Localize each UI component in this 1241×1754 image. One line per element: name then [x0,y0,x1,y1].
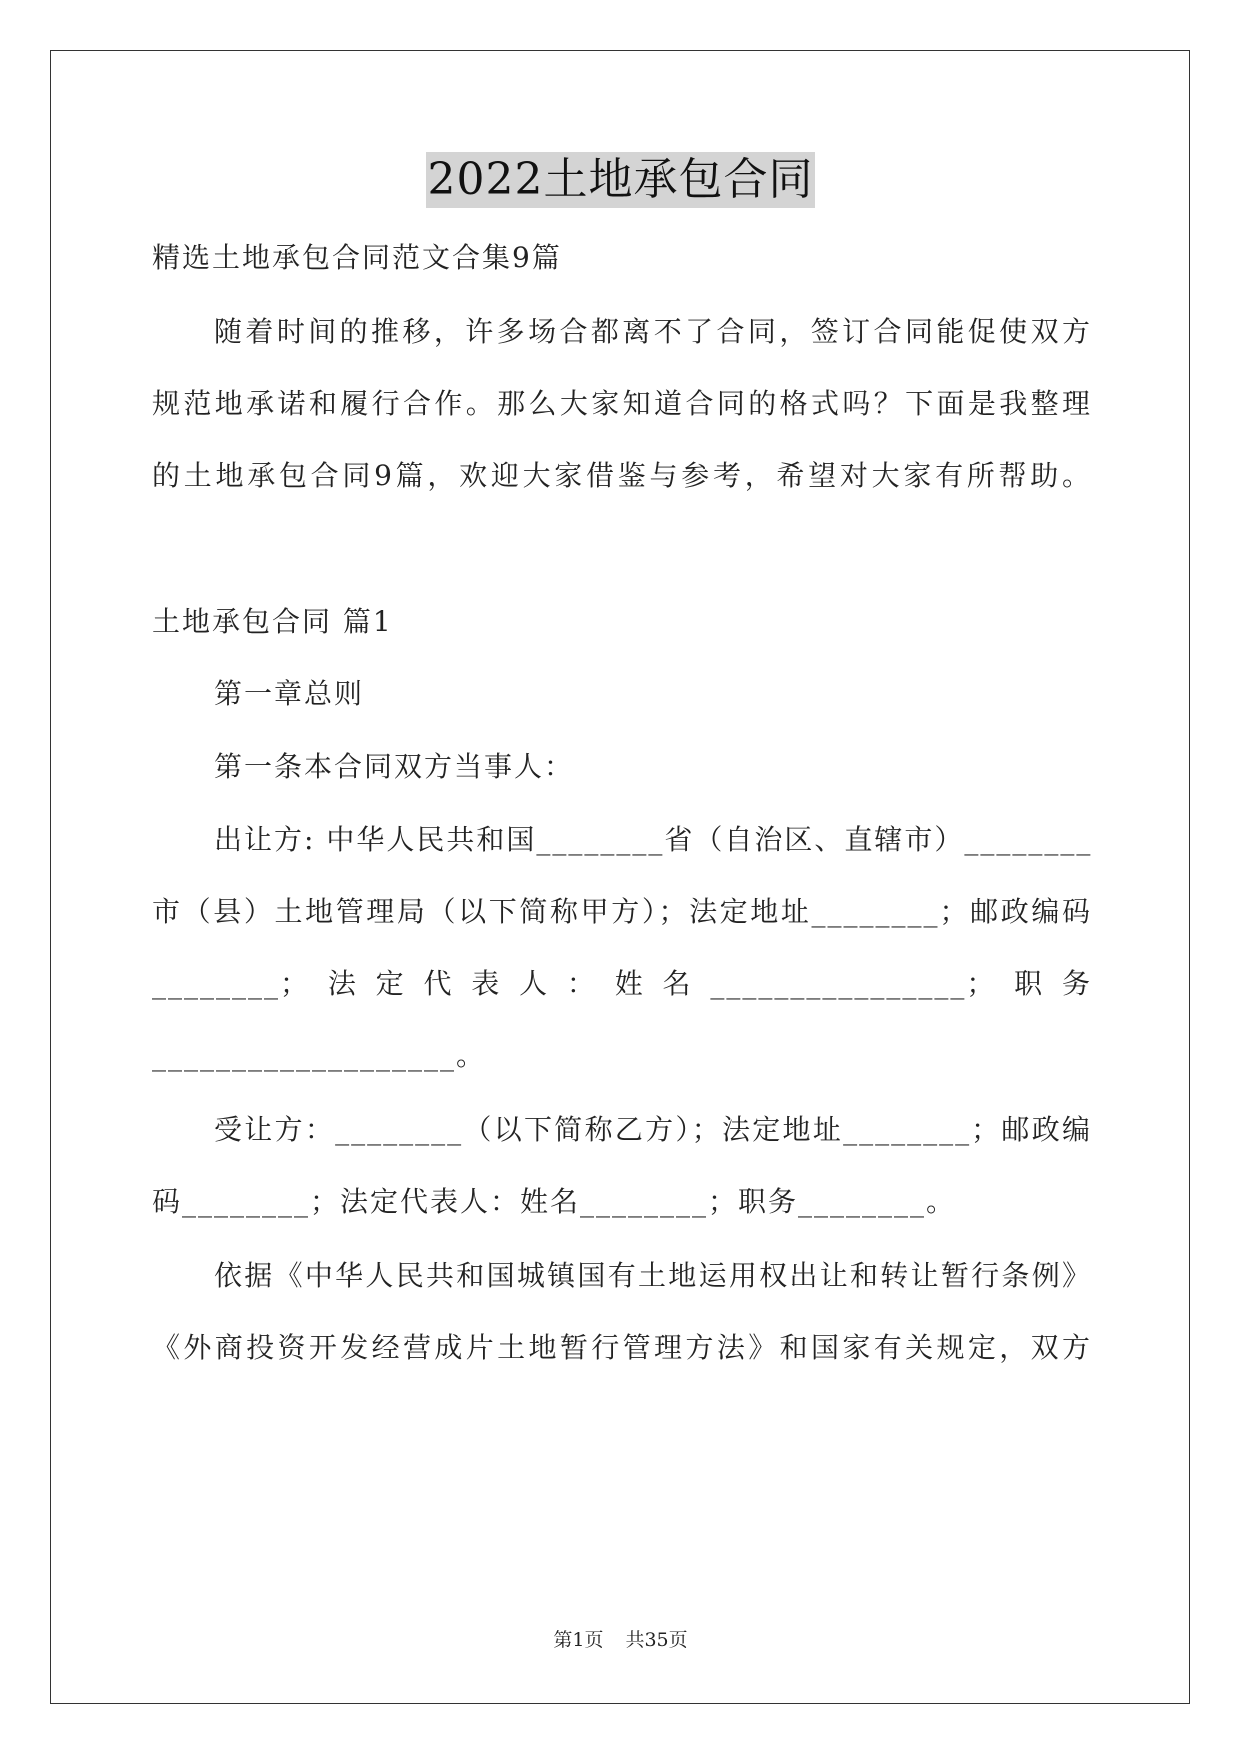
total-pages: 共35页 [625,1629,688,1651]
intro-line-1: 随着时间的推移，许多场合都离不了合同，签订合同能促使双方 [214,315,1092,348]
article-1: 第一条本合同双方当事人： [214,750,575,783]
intro-line-2: 规范地承诺和履行合作。那么大家知道合同的格式吗？下面是我整理 [152,387,1092,420]
page-border [50,50,1190,1704]
document-title: 2022土地承包合同 [426,152,816,208]
basis-line-1: 依据《中华人民共和国城镇国有土地运用权出让和转让暂行条例》 [214,1259,1092,1292]
title-container [0,152,1241,208]
chapter-heading: 第一章总则 [214,677,365,710]
assignor-line-3: ________；法定代表人：姓名________________；职务 [152,967,1092,1000]
assignor-line-1: 出让方: 中华人民共和国________省（自治区、直辖市）________ [214,823,1093,856]
section-heading: 土地承包合同 篇1 [152,605,393,638]
assignee-line-2: 码________；法定代表人：姓名________；职务________。 [152,1185,957,1218]
assignor-line-4: ___________________。 [152,1039,487,1072]
assignee-line-1: 受让方：________（以下简称乙方）；法定地址________；邮政编 [214,1113,1092,1146]
assignor-line-2: 市（县）土地管理局（以下简称甲方）；法定地址________；邮政编码 [152,895,1092,928]
page-number: 第1页 [553,1629,604,1651]
intro-line-3: 的土地承包合同9篇，欢迎大家借鉴与参考，希望对大家有所帮助。 [152,459,1092,492]
basis-line-2: 《外商投资开发经营成片土地暂行管理方法》和国家有关规定，双方 [152,1331,1092,1364]
page-footer [0,1628,1241,1652]
document-subtitle: 精选土地承包合同范文合集9篇 [152,241,562,274]
